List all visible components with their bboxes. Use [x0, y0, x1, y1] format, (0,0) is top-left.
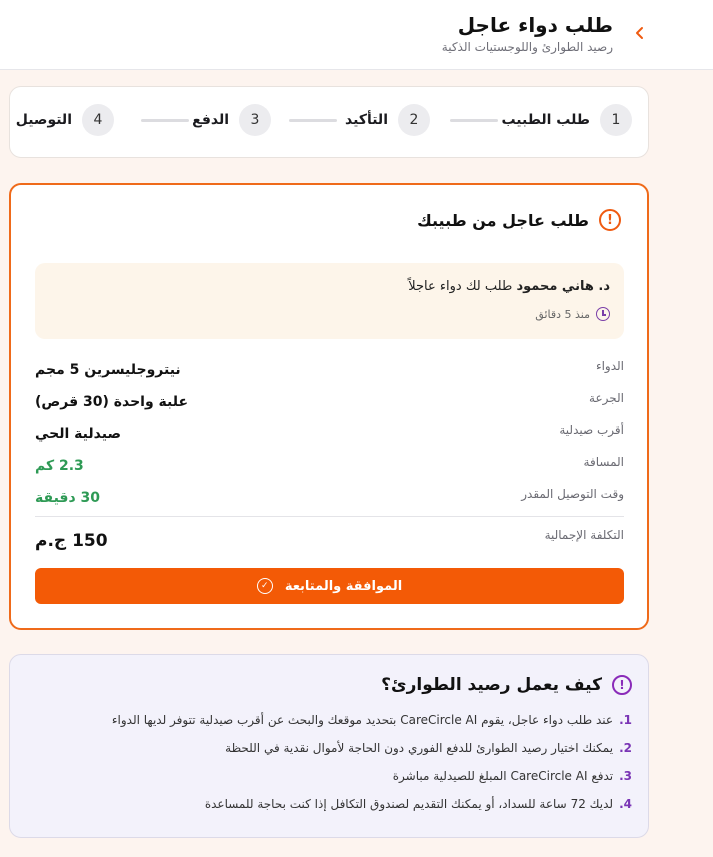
detail-delivery-time [35, 487, 624, 511]
back-button[interactable] [625, 18, 655, 48]
step-confirmation [345, 104, 430, 136]
info-alert-icon: ! [612, 675, 632, 695]
step-number: 4 [82, 104, 114, 136]
info-item-text: يمكنك اختيار رصيد الطوارئ للدفع الفوري دون الحاجة لأموال نقدية في اللحظة [225, 741, 614, 755]
step-label: التوصيل [15, 112, 72, 128]
detail-value: 30 دقيقة [35, 490, 100, 506]
how-it-works-card [9, 654, 649, 838]
detail-label: الجرعة [589, 391, 624, 405]
info-list-item [112, 713, 632, 727]
total-cost-value: 150 ج.م [35, 531, 108, 551]
detail-medication [35, 359, 624, 383]
detail-value: 2.3 كم [35, 458, 84, 474]
step-number: 3 [239, 104, 271, 136]
step-label: الدفع [192, 112, 229, 128]
urgent-request-card [9, 183, 649, 630]
detail-label: المسافة [583, 455, 624, 469]
clock-icon [596, 307, 610, 321]
page-subtitle: رصيد الطوارئ واللوجستيات الذكية [441, 40, 613, 54]
detail-nearest-pharmacy [35, 423, 624, 447]
approve-and-continue-button[interactable] [35, 568, 624, 604]
info-list-item [225, 741, 632, 755]
step-label: طلب الطبيب [501, 112, 590, 128]
detail-value: نيتروجليسرين 5 مجم [35, 362, 181, 378]
page-title: طلب دواء عاجل [457, 13, 613, 37]
alert-circle-icon: ! [599, 209, 621, 231]
info-list-item [205, 797, 632, 811]
progress-stepper [9, 86, 649, 158]
info-title: كيف يعمل رصيد الطوارئ؟ [381, 675, 602, 695]
info-item-number: 1. [619, 713, 632, 727]
total-cost-row [35, 528, 624, 552]
info-item-number: 2. [619, 741, 632, 755]
chevron-left-icon [634, 26, 646, 40]
step-number: 1 [600, 104, 632, 136]
info-item-number: 4. [619, 797, 632, 811]
detail-value: صيدلية الحي [35, 426, 121, 442]
detail-label: الدواء [595, 359, 624, 373]
detail-distance [35, 455, 624, 479]
step-connector [289, 119, 337, 122]
doctor-message-text: طلب لك دواء عاجلاً [408, 279, 513, 294]
step-label: التأكيد [345, 112, 388, 128]
info-item-text: عند طلب دواء عاجل، يقوم CareCircle AI بتحديد موقعك والبحث عن أقرب صيدلية تتوفر لديها الدواء [111, 713, 614, 727]
step-payment [192, 104, 271, 136]
info-item-number: 3. [619, 769, 632, 783]
info-item-text: تدفع CareCircle AI المبلغ للصيدلية مباشرة [392, 769, 614, 783]
doctor-message [408, 279, 610, 294]
step-connector [141, 119, 189, 122]
info-list-item [393, 769, 632, 783]
info-item-text: لديك 72 ساعة للسداد، أو يمكنك التقديم لصندوق التكافل إذا كنت بحاجة للمساعدة [204, 797, 614, 811]
doctor-name: د. هاني محمود [516, 279, 610, 294]
doctor-message-box [35, 263, 624, 339]
detail-label: أقرب صيدلية [559, 423, 624, 437]
total-cost-label: التكلفة الإجمالية [544, 528, 624, 542]
app-header [0, 0, 713, 70]
step-connector [450, 119, 498, 122]
step-doctor-request [501, 104, 632, 136]
card-title: طلب عاجل من طبيبك [417, 210, 589, 230]
step-number: 2 [398, 104, 430, 136]
step-delivery [16, 104, 114, 136]
detail-dosage [35, 391, 624, 415]
detail-label: وقت التوصيل المقدر [521, 487, 624, 501]
request-time: منذ 5 دقائق [535, 307, 590, 321]
divider [35, 516, 624, 517]
detail-value: علبة واحدة (30 قرص) [35, 394, 189, 410]
approve-button-label: الموافقة والمتابعة [284, 578, 403, 594]
check-circle-icon: ✓ [257, 578, 273, 594]
